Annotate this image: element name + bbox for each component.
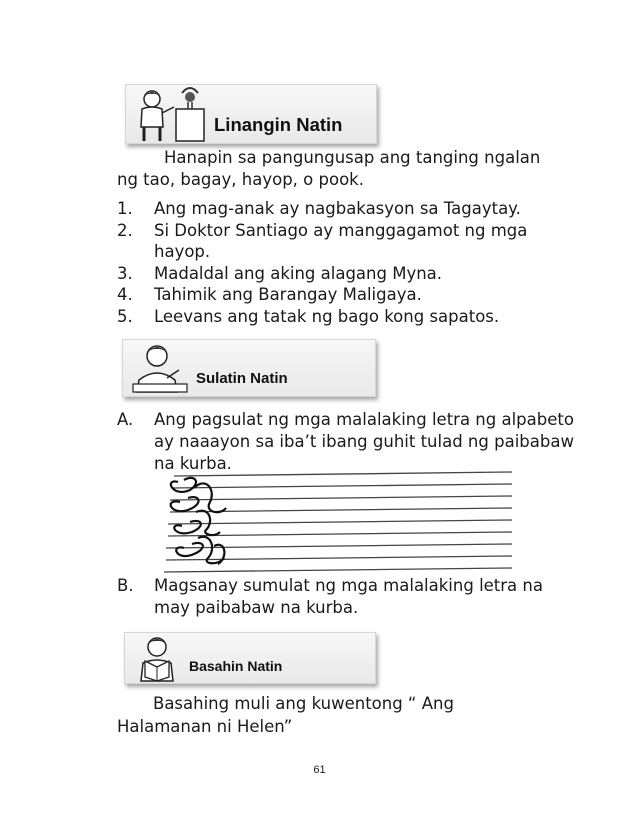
instruction-line-2: ng tao, bagay, hayop, o pook. <box>117 170 364 189</box>
item-number: 1. <box>117 199 133 218</box>
item-number: 4. <box>117 285 133 304</box>
banner-title: Sulatin Natin <box>196 370 288 387</box>
reading-line-1: Basahing muli ang kuwentong “ Ang <box>153 694 454 713</box>
item-text: Leevans ang tatak ng bago kong sapatos. <box>154 306 500 326</box>
boy-writing-icon <box>127 340 193 396</box>
item-text: Ang mag-anak ay nagbakasyon sa Tagaytay. <box>154 199 521 218</box>
sentence-list <box>117 198 547 327</box>
boy-reading-icon <box>131 633 191 683</box>
item-number: 2. <box>117 220 133 240</box>
list-item <box>117 220 547 263</box>
item-letter: B. <box>117 576 134 595</box>
item-text: Si Doktor Santiago ay manggagamot ng mga hayop. <box>154 220 528 261</box>
item-letter: A. <box>117 410 134 429</box>
reading-line-2: Halamanan ni Helen” <box>117 717 293 736</box>
item-text: Magsanay sumulat ng mga malalaking letra na may paibabaw na kurba. <box>154 576 543 617</box>
list-item <box>117 284 547 306</box>
item-b <box>117 575 584 619</box>
item-text: Ang pagsulat ng mga malalaking letra ng alpabeto ay naaayon sa iba’t ibang guhit tulad ng paibabaw na kurba. <box>154 410 574 473</box>
linangin-natin-banner <box>125 84 377 144</box>
sulatin-natin-banner <box>122 339 376 397</box>
basahin-natin-banner <box>124 632 376 684</box>
cursive-practice-lines-image <box>154 468 516 576</box>
list-item <box>117 198 547 220</box>
list-item <box>117 263 547 285</box>
boy-at-podium-icon <box>130 85 210 143</box>
banner-title: Linangin Natin <box>214 114 343 135</box>
item-text: Madaldal ang aking alagang Myna. <box>154 263 443 283</box>
list-item <box>117 306 547 328</box>
banner-title: Basahin Natin <box>189 658 283 674</box>
item-number: 3. <box>117 263 133 283</box>
item-number: 5. <box>117 306 133 326</box>
item-text: Tahimik ang Barangay Maligaya. <box>154 285 422 304</box>
instruction-line-1: Hanapin sa pangungusap ang tanging ngalan <box>164 148 541 167</box>
item-a <box>117 409 584 475</box>
page-number: 61 <box>313 764 326 776</box>
